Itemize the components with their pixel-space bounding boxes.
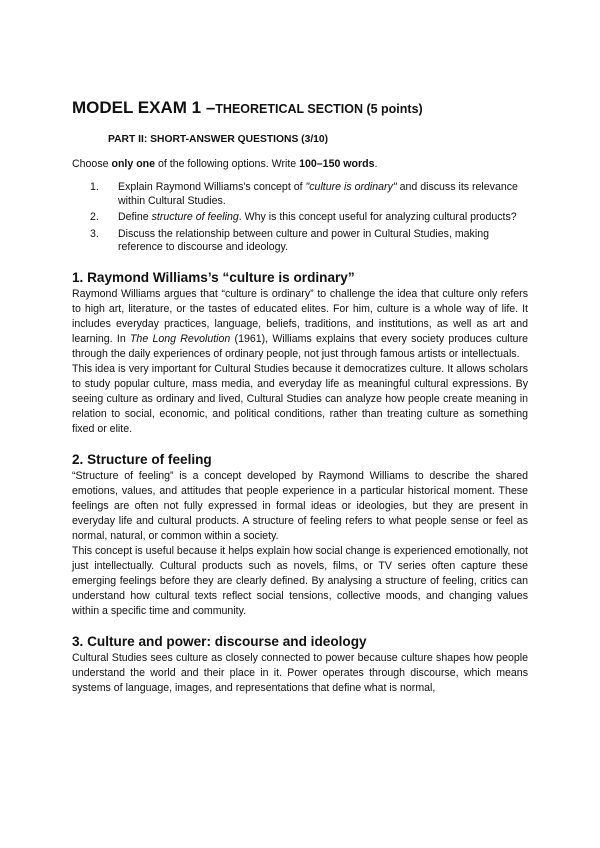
section-heading: 1. Raymond Williams’s “culture is ordinary” [72,269,355,285]
exam-title-sub: THEORETICAL SECTION (5 points) [215,102,423,116]
option-text-pre: Discuss the relationship between culture and power in Cultural Studies, making reference to discourse and ideology. [118,227,489,253]
exam-title-main: MODEL EXAM 1 – [72,98,216,117]
option-text-pre: Explain Raymond Williams's concept of [118,181,306,193]
paragraph: This concept is useful because it helps explain how social change is experienced emotionally, not just intellectually. Cultural products such as novels, films, or TV series often capture these emerging feelings before they are clearly defined. By analysing a structure of feeling, critics can understand how cultural texts reflect social tensions, collective moods, and changing values within a specific time and community. [72,544,528,617]
instructions-end: . [374,158,378,170]
option-item [72,181,528,208]
paragraph-text: Raymond Williams argues that “culture is ordinary” to challenge the idea that culture only refers to high art, literature, or the tastes of educated elites. For him, culture is a whole way of life. It includes everyday practices, language, beliefs, traditions, and institutions, as well as art and learning. In [72,287,528,345]
section-culture-and-power [72,633,528,696]
section-heading: 2. Structure of feeling [72,451,212,467]
option-number: 2. [90,211,99,223]
paragraph-text: (1961), Williams explains that every society produces culture through the daily experiences of ordinary people, not just through famous artists or intellectuals. [72,332,528,360]
instructions-lead: Choose [72,158,112,170]
option-number: 1. [90,181,99,193]
option-item [72,228,528,255]
option-text-em: structure of feeling [151,211,239,223]
part-heading: PART II: SHORT-ANSWER QUESTIONS (3/10) [108,134,329,145]
section-heading: 3. Culture and power: discourse and ideology [72,633,367,649]
option-text-post: and discuss its relevance within Cultural Studies. [118,181,518,207]
option-text [118,211,528,225]
exam-title [72,92,528,119]
options-list [72,181,528,255]
paragraph [72,287,528,362]
option-text [118,228,528,255]
option-item [72,211,528,225]
option-text-em: "culture is ordinary" [305,181,397,193]
option-text-post: . Why is this concept useful for analyzing cultural products? [238,211,517,223]
instructions-only-one: only one [111,158,156,170]
instructions-middle: of the following options. Write [155,158,300,170]
book-title: The Long Revolution [129,332,231,345]
section-structure-of-feeling [72,451,528,619]
paragraph: “Structure of feeling” is a concept developed by Raymond Williams to describe the shared emotions, values, and attitudes that people experience in a particular historical moment. These feelings are often not fully expressed in formal ideas or ideologies, but they are present in everyday life and cultural products. A structure of feeling refers to what people sense or feel as normal, natural, or common within a society. [72,469,528,542]
paragraph: This idea is very important for Cultural Studies because it democratizes culture. It allows scholars to study popular culture, mass media, and everyday life as meaningful cultural expressions. By seeing culture as ordinary and lived, Cultural Studies can analyze how people create meaning in relation to social, economic, and political conditions, rather than treating culture as something fixed or elite. [72,362,528,435]
option-text [118,181,528,208]
option-text-pre: Define [118,211,152,223]
section-culture-is-ordinary [72,269,528,437]
option-number: 3. [90,227,99,240]
instructions [72,157,528,171]
paragraph: Cultural Studies sees culture as closely connected to power because culture shapes how people understand the world and their place in it. Power operates through discourse, which means systems of language, images, and representations that define what is normal, [72,651,528,694]
instructions-word-count: 100–150 words [299,158,375,170]
